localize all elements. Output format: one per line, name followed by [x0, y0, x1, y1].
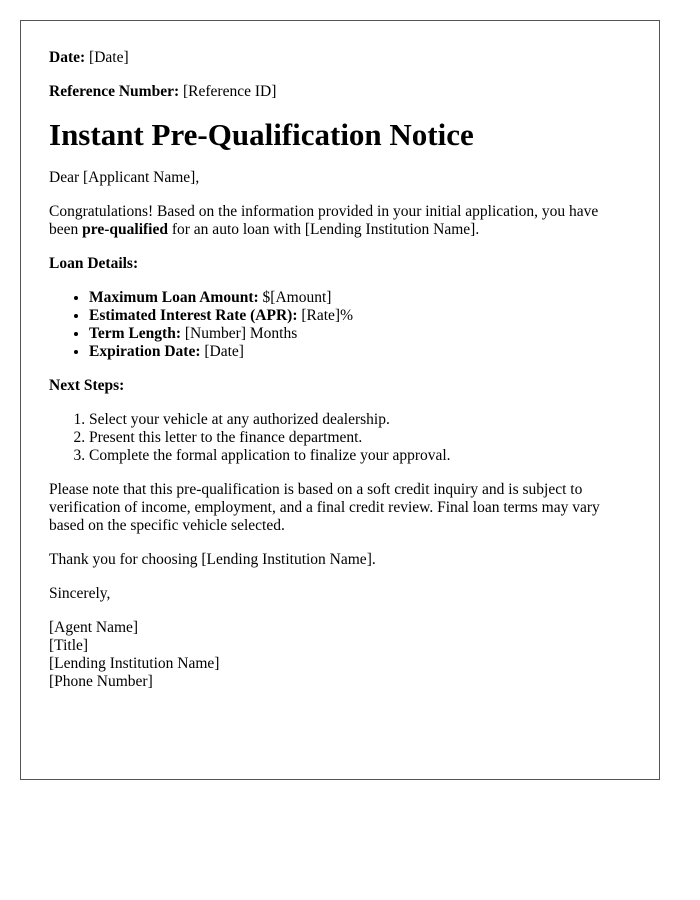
intro-paragraph [49, 203, 631, 239]
next-step-item: 1. Select your vehicle at any authorized dealership. [89, 411, 631, 429]
reference-line [49, 83, 631, 101]
next-step-item: 3. Complete the formal application to finalize your approval. [89, 447, 631, 465]
note-paragraph: Please note that this pre-qualification is based on a soft credit inquiry and is subject to verification of income, employment, and a final credit review. Final loan terms may vary based on the specific vehicle selected. [49, 481, 600, 534]
next-steps-heading: Next Steps: [49, 377, 125, 394]
intro-text-1: Congratulations! Based on the information provided in your initial application, you have been [49, 203, 599, 238]
letter-page [20, 20, 660, 780]
intro-text-2: for an auto loan with [Lending Institution Name]. [167, 221, 480, 238]
loan-detail-label: Estimated Interest Rate (APR): [89, 307, 298, 324]
loan-detail-item [89, 325, 631, 343]
loan-detail-value: $[Amount] [262, 289, 332, 306]
signature-phone: [Phone Number] [49, 673, 153, 690]
next-step-item: 2. Present this letter to the finance department. [89, 429, 631, 447]
signature-title: [Title] [49, 637, 89, 654]
notice-title: Instant Pre-Qualification Notice [49, 117, 474, 152]
greeting: Dear [Applicant Name], [49, 169, 200, 186]
loan-detail-item [89, 343, 631, 361]
signature-institution: [Lending Institution Name] [49, 655, 220, 672]
loan-detail-label: Term Length: [89, 325, 181, 342]
thanks-paragraph: Thank you for choosing [Lending Institution Name]. [49, 551, 376, 568]
loan-detail-value: [Number] Months [184, 325, 298, 342]
intro-bold: pre-qualified [82, 221, 168, 238]
loan-detail-value: [Date] [204, 343, 244, 360]
signature-block [49, 619, 631, 691]
reference-label: Reference Number: [49, 83, 180, 100]
loan-detail-label: Maximum Loan Amount: [89, 289, 259, 306]
loan-detail-item [89, 307, 631, 325]
loan-detail-label: Expiration Date: [89, 343, 201, 360]
closing: Sincerely, [49, 585, 111, 602]
loan-detail-value: [Rate]% [301, 307, 353, 324]
next-steps-list [49, 411, 631, 465]
date-value: [Date] [89, 49, 129, 66]
signature-name: [Agent Name] [49, 619, 139, 636]
date-line [49, 49, 631, 67]
loan-details-heading: Loan Details: [49, 255, 139, 272]
date-label: Date: [49, 49, 86, 66]
loan-detail-item [89, 289, 631, 307]
loan-details-list [49, 289, 631, 361]
reference-value: [Reference ID] [183, 83, 277, 100]
